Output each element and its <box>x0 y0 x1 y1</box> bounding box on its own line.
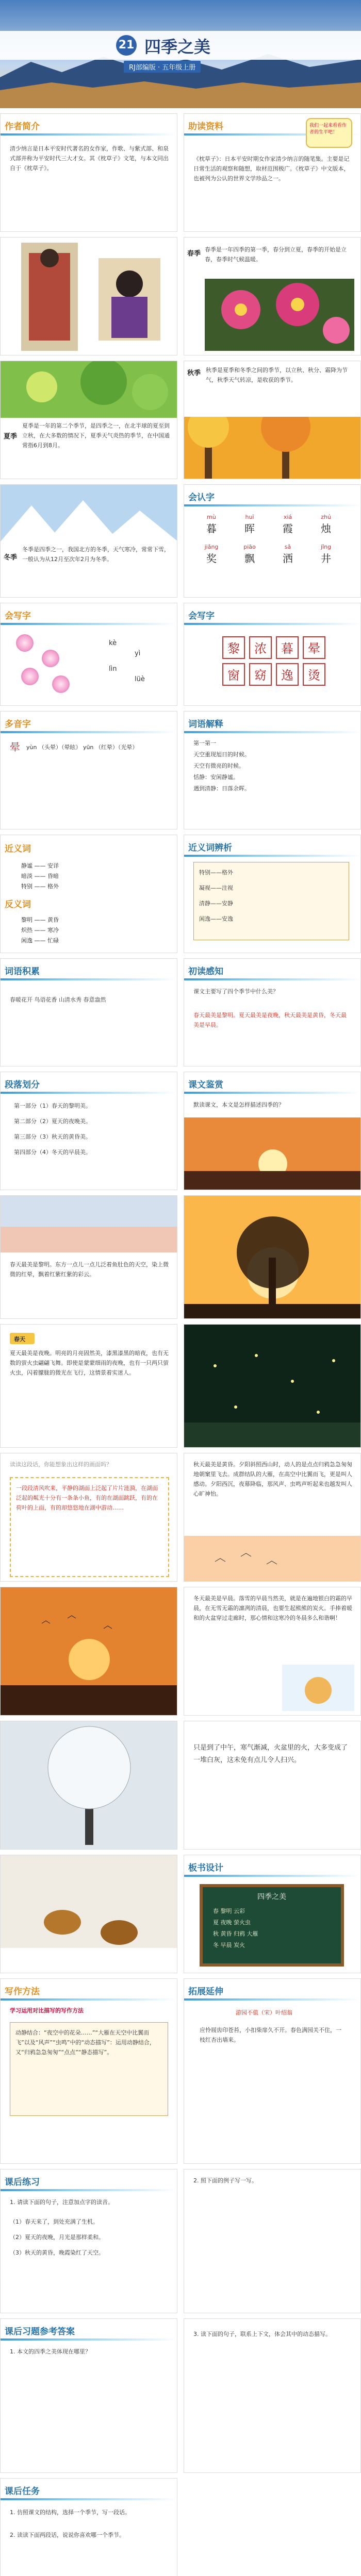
spring-text: 春季是一年四季的第一季，春分到立夏，春季的开始是立春，春季时气候温暖。 <box>205 246 347 263</box>
synonym-table <box>193 862 349 940</box>
board-title: 四季之美 <box>257 1893 286 1901</box>
heading-underline <box>1 978 177 980</box>
antonym-pair: 炽热 —— 寒冷 <box>21 927 59 934</box>
heading-underline <box>184 978 360 980</box>
antonym-pair: 黎明 —— 黄昏 <box>21 917 59 923</box>
synonym-pair: 特别 —— 格外 <box>21 883 59 890</box>
after2-slide <box>184 2318 361 2473</box>
heading-underline <box>1 731 177 733</box>
structure-heading: 段落划分 <box>5 1080 40 1090</box>
cover-subtitle: RJ部编版 · 五年级上册 <box>124 61 201 73</box>
heading-underline <box>184 1092 360 1094</box>
structure-part: 第四部分（4）冬天的早晨美。 <box>14 1149 91 1156</box>
cover-slide <box>0 0 361 108</box>
author-text: 清少纳言是日本平安时代著名的女作家，作歌、与紫式部、和泉式部并称为平安时代三大才女。其《枕草子》文笔，与本文同出自于《枕草子》。 <box>10 145 169 172</box>
practice-heading: 课后练习 <box>5 2177 40 2188</box>
accumulate-slide <box>0 958 177 1066</box>
synonym-heading: 近义词 <box>5 844 31 854</box>
sunrise-image <box>184 1117 361 1190</box>
recognize-pinyin: jiǎng <box>204 544 219 550</box>
heading-underline <box>184 1998 360 2001</box>
antonym-slide <box>0 835 177 953</box>
cover-title: 四季之美 <box>144 37 211 57</box>
recognize-heading: 会认字 <box>188 493 215 503</box>
flower-bubble <box>52 675 70 693</box>
practice-item: （3）秋天的黄昏，晚霞染红了天空。 <box>10 2249 104 2256</box>
preview-answer: 春天最美是黎明。夏天最美是夜晚，秋天最美是黄昏，冬天最美是早晨。 <box>193 1012 347 1028</box>
heading-underline <box>1 623 177 625</box>
practice-item: （2）夏天的夜晚，月光是那样柔和。 <box>10 2234 104 2241</box>
board-row: 秋 黄昏 归鸦 大雁 <box>213 1930 258 1937</box>
spring-flowers <box>184 238 361 355</box>
sunset-tree-image <box>184 1196 361 1319</box>
winter-image <box>1 485 177 541</box>
winter-label: 冬季 <box>4 554 18 562</box>
sunset-slide <box>0 1587 177 1716</box>
practice2-slide <box>184 2169 361 2313</box>
structure-part: 第三部分（3）秋天的黄昏美。 <box>14 1133 91 1140</box>
write-slide <box>184 603 361 706</box>
recognize-hanzi: 烛 <box>321 522 331 535</box>
pinyin-1: kè <box>109 639 117 647</box>
structure-part: 第二部分（2）夏天的夜晚美。 <box>14 1118 91 1125</box>
recognize-grid <box>192 514 355 573</box>
homework-heading: 课后任务 <box>5 2486 40 2497</box>
firefly-slide <box>184 1324 361 1448</box>
birds-image <box>1 1855 177 1973</box>
author-heading: 作者简介 <box>5 122 40 132</box>
poem-title: 游园不值（宋）叶绍翁 <box>236 2009 292 2016</box>
accumulate-text: 春暖花开 鸟语花香 山清水秀 春意盎然 <box>10 996 106 1003</box>
recognize-pinyin: huī <box>245 514 254 520</box>
after-line: 1. 本文的四季之美体现在哪里？ <box>10 2348 91 2355</box>
after-slide <box>0 2318 177 2473</box>
summer-image <box>1 361 177 418</box>
blackboard <box>200 1884 344 1967</box>
writing-method-box <box>10 2022 168 2116</box>
vocab-line: 天空重现旭日的时候。 <box>193 751 250 758</box>
synonym-box-slide <box>184 835 361 953</box>
vocab-line: 第一第一 <box>193 740 216 747</box>
recognize-hanzi: 暮 <box>206 522 217 535</box>
write-char-box: 窗 <box>222 663 245 686</box>
winter-text: 冬季是四季之一，我国北方的冬季，天气寒冷，常常下雪，一般认为从12月至次年2月为冬季。 <box>22 546 170 563</box>
write-char-box: 烫 <box>303 663 325 686</box>
material-text: 《枕草子》：日本平安时期女作家清少纳言的随笔集。主要是记日常生活的观察和随想，取材范围极广。《枕草子》中文版本，也被列为公认的世界文学珍品之一。 <box>193 156 350 182</box>
board-rows <box>213 1906 258 1951</box>
polyphone-char: 晕 <box>10 741 20 753</box>
winter-note-text: 只是到了中午，寒气渐减，火盆里的火，大多变成了一堆白灰，这未免有点儿令人扫兴。 <box>193 1744 348 1764</box>
passage-autumn-text: 秋天最美是黄昏。夕阳斜照西山时，动人的是点点归鸦急急匆匆地朝窠里飞去。成群结队的大雁，在高空中比翼而飞，更是叫人感动。夕阳西沉，夜幕降临，那风声、虫鸣声听起来也越发叫人心旷神怡。 <box>193 1461 352 1497</box>
accumulate-heading: 词语积累 <box>5 967 40 977</box>
write-char-box: 暮 <box>276 636 299 659</box>
synonym-box-heading: 近义词辨析 <box>188 843 232 853</box>
quote-box <box>10 1477 169 1577</box>
firefly-image <box>184 1325 361 1448</box>
passage-autumn-slide <box>184 1453 361 1582</box>
spring-label: 春季 <box>187 250 201 258</box>
passage-spring-slide <box>0 1195 177 1319</box>
homework-slide <box>0 2478 177 2576</box>
vocab-heading: 词语解释 <box>188 719 223 730</box>
recognize-char <box>307 514 345 544</box>
read-slide <box>184 1072 361 1190</box>
heading-underline <box>184 731 360 733</box>
passage-spring-text: 春天最美是黎明。东方一点儿一点儿泛着鱼肚色的天空，染上微微的红晕，飘着红紫红紫的彩云。 <box>10 1261 169 1278</box>
recognize-pinyin: zhú <box>321 514 331 520</box>
summer-slide <box>0 361 177 479</box>
callout-bubble: 我们一起来看看作者的生平吧！ <box>306 118 352 148</box>
autumn-sunset-image <box>1 1587 177 1716</box>
homework-item: 2. 读读下面两段话，说说你喜欢哪一个季节。 <box>10 2532 125 2538</box>
poem-text: 应怜屐齿印苍苔，小扣柴扉久不开。春色满园关不住，一枝红杏出墙来。 <box>200 2027 341 2043</box>
heading-underline <box>1 1092 177 1094</box>
recognize-hanzi: 飘 <box>244 552 255 565</box>
board-row: 春 黎明 云彩 <box>213 1908 245 1914</box>
board-heading: 板书设计 <box>188 1863 223 1873</box>
vocab-line: 恬静：安闲静谧。 <box>193 774 239 781</box>
flower-bubble <box>16 634 34 652</box>
read-heading: 课文鉴赏 <box>188 1080 223 1090</box>
homework-item: 1. 仿照课文的结构，选择一个季节，写一段话。 <box>10 2509 130 2516</box>
heading-underline <box>1 133 177 135</box>
recognize-hanzi: 霞 <box>283 522 293 535</box>
polyphone-heading: 多音字 <box>5 719 31 730</box>
quote-slide <box>0 1453 177 1582</box>
structure-slide <box>0 1072 177 1190</box>
recognize-char <box>307 544 345 573</box>
autumn-slide <box>184 361 361 479</box>
practice-q1: 1. 请读下面的句子，注意加点字的读音。 <box>10 2199 113 2206</box>
recognize-hanzi: 奖 <box>206 552 217 565</box>
preview-heading: 初读感知 <box>188 967 223 977</box>
write-char-box: 黎 <box>222 636 245 659</box>
recognize-pinyin: sǎ <box>284 544 291 550</box>
recognize-char <box>192 514 231 544</box>
flower-chars-slide <box>0 603 177 706</box>
tree-slide <box>184 1195 361 1319</box>
practice-slide <box>0 2169 177 2313</box>
summer-text: 夏季是一年的第二个季节，是四季之一，在北半球的夏至到立秋，在大多数的情况下，夏季天气炎热的季节，在中国通常指6月到8月。 <box>22 422 170 449</box>
passage-winter-slide <box>184 1587 361 1716</box>
antonym-pair: 闲逸 —— 忙碌 <box>21 937 59 944</box>
after-q: 3. 读下面的句子，联系上下文，体会其中的动态描写。 <box>193 2331 331 2337</box>
portrait-slide <box>0 237 177 355</box>
recognize-pinyin: mù <box>207 514 216 520</box>
material-heading: 助读资料 <box>188 122 223 132</box>
spring-slide <box>184 237 361 355</box>
extension-slide <box>184 1978 361 2164</box>
birds-slide <box>0 1855 177 1973</box>
flower-bubble <box>42 650 59 667</box>
heading-underline <box>1 2498 177 2500</box>
passage-summer-slide <box>0 1324 177 1448</box>
cartoon-image <box>282 1665 354 1711</box>
polyphone-slide <box>0 711 177 829</box>
material-slide <box>184 113 361 232</box>
vocab-slide <box>184 711 361 829</box>
antonym-heading: 反义词 <box>5 900 31 910</box>
antonym-list <box>21 915 59 946</box>
write-char-box: 窈 <box>249 663 272 686</box>
write-char-box: 晕 <box>303 636 325 659</box>
writing-method-line: 学习运用对比描写的写作方法 <box>10 2007 84 2014</box>
season-tag-text: 春天 <box>14 1336 25 1343</box>
writing-method-slide <box>0 1978 177 2164</box>
autumn-text: 秋季是夏季和冬季之间的季节，以立秋、秋分、霜降为节气，秋季天气转凉，是收获的季节。 <box>206 367 348 383</box>
board-row: 夏 夜晚 萤火虫 <box>213 1919 251 1926</box>
author-slide <box>0 113 177 232</box>
recognize-char <box>192 544 231 573</box>
vocab-line: 遇到清静：日落余晖。 <box>193 785 250 792</box>
pinyin-2: yì <box>135 650 141 657</box>
quote-intro: 读读这段话，你能想象出这样的画面吗？ <box>10 1461 112 1468</box>
snow-tree-slide <box>0 1721 177 1850</box>
dawn-sky-image <box>1 1196 177 1252</box>
recognize-char <box>269 514 307 544</box>
write-grid <box>220 634 334 688</box>
synonym-row: 特别——格外 <box>199 869 233 876</box>
write-heading: 会写字 <box>188 611 215 621</box>
polyphone-heading-top: 会写字 <box>5 611 31 621</box>
synonym-row: 凝视——注视 <box>199 885 233 891</box>
synonym-row: 闲逸——安逸 <box>199 916 233 922</box>
polyphone-readings: yùn （头晕）（晕眩） yūn （红晕）（光晕） <box>26 744 138 751</box>
pinyin-4: lüè <box>135 675 145 683</box>
recognize-pinyin: jǐng <box>320 544 332 550</box>
passage-winter-text: 冬天最美是早晨。落雪的早晨当然美，就是在遍地银白的霜的早晨，在无雪无霜的凛冽的清晨，也要生起熊熊的炭火。手捧着暖和的火盆穿过走廊时，那心情和这寒冷的冬晨多么和谐啊！ <box>193 1595 352 1621</box>
after-heading: 课后习题参考答案 <box>5 2327 75 2337</box>
recognize-char <box>231 544 269 573</box>
summer-label: 夏季 <box>4 433 18 440</box>
recognize-pinyin: xiá <box>283 514 292 520</box>
synonym-list <box>21 861 59 892</box>
preview-slide <box>184 958 361 1066</box>
writing-method-heading: 写作方法 <box>5 1987 40 1997</box>
pinyin-3: lìn <box>109 665 117 673</box>
recognize-pinyin: piāo <box>243 544 256 550</box>
heading-underline <box>184 623 360 625</box>
lesson-number-badge: 21 <box>116 35 137 56</box>
passage-summer-text: 夏天最美是夜晚。明亮的月亮固然美，漆黑漆黑的暗夜，也有无数的萤火虫翩翩飞舞。即使是蒙蒙细雨的夜晚，也有一只两只萤火虫，闪着朦胧的微光在飞行，这情景着实迷人。 <box>10 1350 169 1376</box>
snow-tree-image <box>1 1721 177 1850</box>
write-char-box: 逸 <box>276 663 299 686</box>
heading-underline <box>1 2338 177 2341</box>
heading-underline <box>184 504 360 506</box>
recognize-hanzi: 晖 <box>244 522 255 535</box>
heading-underline <box>184 1875 360 1877</box>
writing-method-text: 动静结合：“夜空中的花朵……”“大雁在天空中比翼而飞”以及“风声”“虫鸣”中的“动态描写”：运用动静结合，又“归鸦急急匆匆”“点点”“静态描写”。 <box>15 2029 155 2056</box>
synonym-row: 清静——安静 <box>199 900 233 907</box>
heading-underline <box>1 2189 177 2191</box>
board-slide <box>184 1855 361 1973</box>
recognize-hanzi: 井 <box>321 552 331 565</box>
flower-bubble <box>21 668 39 685</box>
extension-heading: 拓展延伸 <box>188 1987 223 1997</box>
recognize-hanzi: 洒 <box>283 552 293 565</box>
portrait-painting <box>1 238 177 355</box>
autumn-label: 秋季 <box>187 369 201 377</box>
winter-note-slide <box>184 1721 361 1850</box>
synonym-pair: 静谧 —— 安详 <box>21 862 59 869</box>
quote-text: 一段段清风吹来，平静的湖面上泛起了片片涟漪，在湖面泛起的粼光十分有一条条小鱼，有的在湖面跳跃，有的在荷叶的上面，有的却悠悠地在湖中游动…… <box>16 1485 158 1511</box>
geese-image <box>184 1536 361 1582</box>
structure-part: 第一部分（1）春天的黎明美。 <box>14 1103 91 1109</box>
winter-slide <box>0 484 177 598</box>
recognize-char <box>269 544 307 573</box>
read-question: 默读课文，本文是怎样描述四季的？ <box>193 1101 284 1108</box>
practice-q2: 2. 照下面的例子写一写。 <box>193 2177 257 2184</box>
heading-underline <box>1 1998 177 2001</box>
board-row: 冬 早晨 炭火 <box>213 1942 245 1948</box>
preview-q1: 课文主要写了四个季节中什么美？ <box>193 988 278 995</box>
practice-item: （1）春天来了，到处充满了生机。 <box>10 2218 99 2225</box>
recognize-char <box>231 514 269 544</box>
autumn-image <box>184 417 361 479</box>
recognize-slide <box>184 484 361 598</box>
write-char-box: 浓 <box>249 636 272 659</box>
vocab-line: 天空有微亮的时候。 <box>193 762 244 769</box>
synonym-pair: 暗淡 —— 昏暗 <box>21 873 59 879</box>
heading-underline <box>184 855 360 857</box>
